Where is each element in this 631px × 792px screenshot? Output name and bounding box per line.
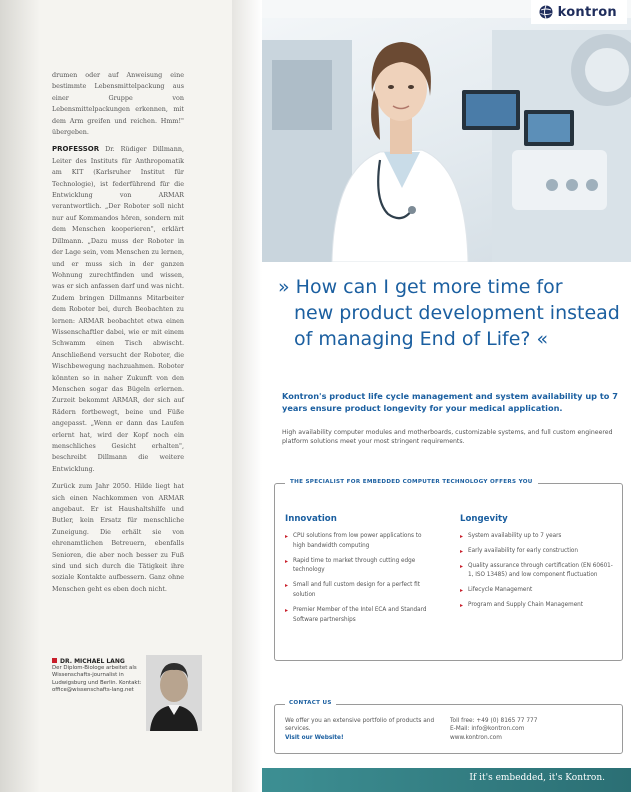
author-portrait-image: [146, 655, 202, 731]
author-bio: [52, 658, 142, 694]
ad-headline: [278, 274, 623, 352]
slogan-text: If it's embedded, it's Kontron.: [469, 773, 605, 783]
contact-text: We offer you an extensive portfolio of products and services.: [285, 718, 435, 733]
list-item: ▸ Program and Supply Chain Management: [460, 601, 618, 611]
list-item: ▸ System availability up to 7 years: [460, 532, 618, 542]
ad-subhead: Kontron's product life cycle management and system availability up to 7 years ensure product longevity for your medical application.: [282, 391, 618, 413]
page-shadow: [0, 0, 40, 792]
innovation-title: Innovation: [285, 514, 337, 524]
author-name: DR. MICHAEL LANG: [52, 658, 142, 665]
author-box: [52, 655, 202, 735]
longevity-list: [460, 532, 618, 611]
headline-line: of managing End of Life? «: [294, 328, 549, 350]
article-text: [52, 70, 184, 601]
doctor-photo: [262, 0, 631, 262]
contact-title: CONTACT US: [285, 700, 336, 706]
runin-label: PROFESSOR: [52, 145, 100, 154]
author-email[interactable]: office@wissenschafts-lang.net: [52, 686, 134, 693]
article-paragraph: Zurück zum Jahr 2050. Hilde liegt hat sich einen Nachkommen von ARMAR angebaut. Er ist Haushaltshilfe und Butler, kein Ersatz für menschliche Zuneigung. Die erhält sie von ehrenamtlichen Betreuern, ebenfalls Senioren, die aber noch besser zu Fuß sind und sich durch die Tätigkeit ihre soziale Kontakte aufbessern. Ganz ohne Menschen geht es eben doch nicht.: [52, 482, 184, 593]
slogan-bar: [262, 768, 631, 792]
visit-website-link[interactable]: Visit our Website!: [285, 734, 344, 741]
page-gutter: [232, 0, 262, 792]
advertisement-page: [262, 0, 631, 792]
longevity-title: Longevity: [460, 514, 508, 524]
article-paragraph: [52, 144, 184, 475]
kontron-logo[interactable]: [531, 0, 627, 24]
contact-email[interactable]: E-Mail: info@kontron.com: [450, 726, 525, 733]
list-item: ▸ Early availability for early construction: [460, 547, 618, 557]
contact-web[interactable]: www.kontron.com: [450, 734, 502, 741]
headline-line: new product development instead: [294, 302, 620, 324]
contact-details: [450, 717, 620, 742]
list-item: ▸ CPU solutions from low power applications to high bandwidth computing: [285, 532, 435, 552]
article-paragraph: drumen oder auf Anweisung eine bestimmte Lebensmittelpackung aus einer Gruppe von Lebensmittelpackungen erkennen, mit dem Arm greifen und reichen. Hmm!" übergeben.: [52, 71, 184, 137]
specialist-box: [274, 479, 623, 661]
contact-intro: [285, 717, 435, 742]
list-item: ▸ Small and full custom design for a perfect fit solution: [285, 581, 435, 601]
innovation-list: [285, 532, 435, 625]
contact-box: [274, 700, 623, 754]
hero-image: [262, 0, 631, 262]
ad-body-copy: High availability computer modules and motherboards, customizable systems, and full custom engineered platform solutions meet your most stringent requirements.: [282, 429, 613, 446]
innovation-column: [285, 514, 435, 630]
brand-wordmark: kontron: [557, 4, 617, 20]
contact-phone[interactable]: Toll free: +49 (0) 8165 77 777: [450, 718, 538, 724]
article-page: [0, 0, 232, 792]
list-item: ▸ Lifecycle Management: [460, 586, 618, 596]
kontron-globe-icon: [539, 5, 553, 19]
list-item: ▸ Rapid time to market through cutting edge technology: [285, 557, 435, 577]
list-item: ▸ Quality assurance through certification (EN 60601-1, ISO 13485) and low component fluctuation: [460, 562, 618, 582]
longevity-column: [460, 514, 618, 616]
headline-line: » How can I get more time for: [278, 276, 563, 298]
author-photo: [146, 655, 202, 731]
author-bio-text: Der Diplom-Biologe arbeitet als Wissenschafts-journalist in Ludwigsburg und Berlin. Kontakt:: [52, 665, 142, 686]
specialist-title: THE SPECIALIST FOR EMBEDDED COMPUTER TECHNOLOGY OFFERS YOU: [285, 479, 538, 485]
list-item: ▸ Premier Member of the Intel ECA and Standard Software partnerships: [285, 606, 435, 626]
article-paragraph-text: Dr. Rüdiger Dillmann, Leiter des Instituts für Anthropomatik am KIT (Karlsruher Institut für Technologie), ist federführend für die Entwicklung von ARMAR verantwortlich. „Der Roboter soll nicht nur auf Kommandos hören, sondern mit dem Menschen kooperieren", erklärt Dillmann. „Dazu muss der Roboter in der Lage sein, vom Menschen zu lernen, und er muss sich in der ganzen Wohnung zurechtfinden und wissen, was er sich anfassen darf und was nicht. Zudem bringen Dillmanns Mitarbeiter dem Roboter bei, durch Beobachten zu lernen: ARMAR beobachtet etwa einen Wissenschaftler dabei, wie er mit einem Schwamm einen Tisch abwischt. Anschließend versucht der Roboter, die Wischbewegung nachzuahmen. Roboter könnten so in naher Zukunft von den Menschen sogar das Bügeln erlernen. Zurzeit bekommt ARMAR, der sich auf Rädern fortbewegt, beine und Füße angepasst. „Wenn er dann das Laufen erlernt hat, wird der Kopf noch ein menschliches Gesicht erhalten", beschreibt Dillmann die weitere Entwicklung.: [52, 145, 184, 473]
